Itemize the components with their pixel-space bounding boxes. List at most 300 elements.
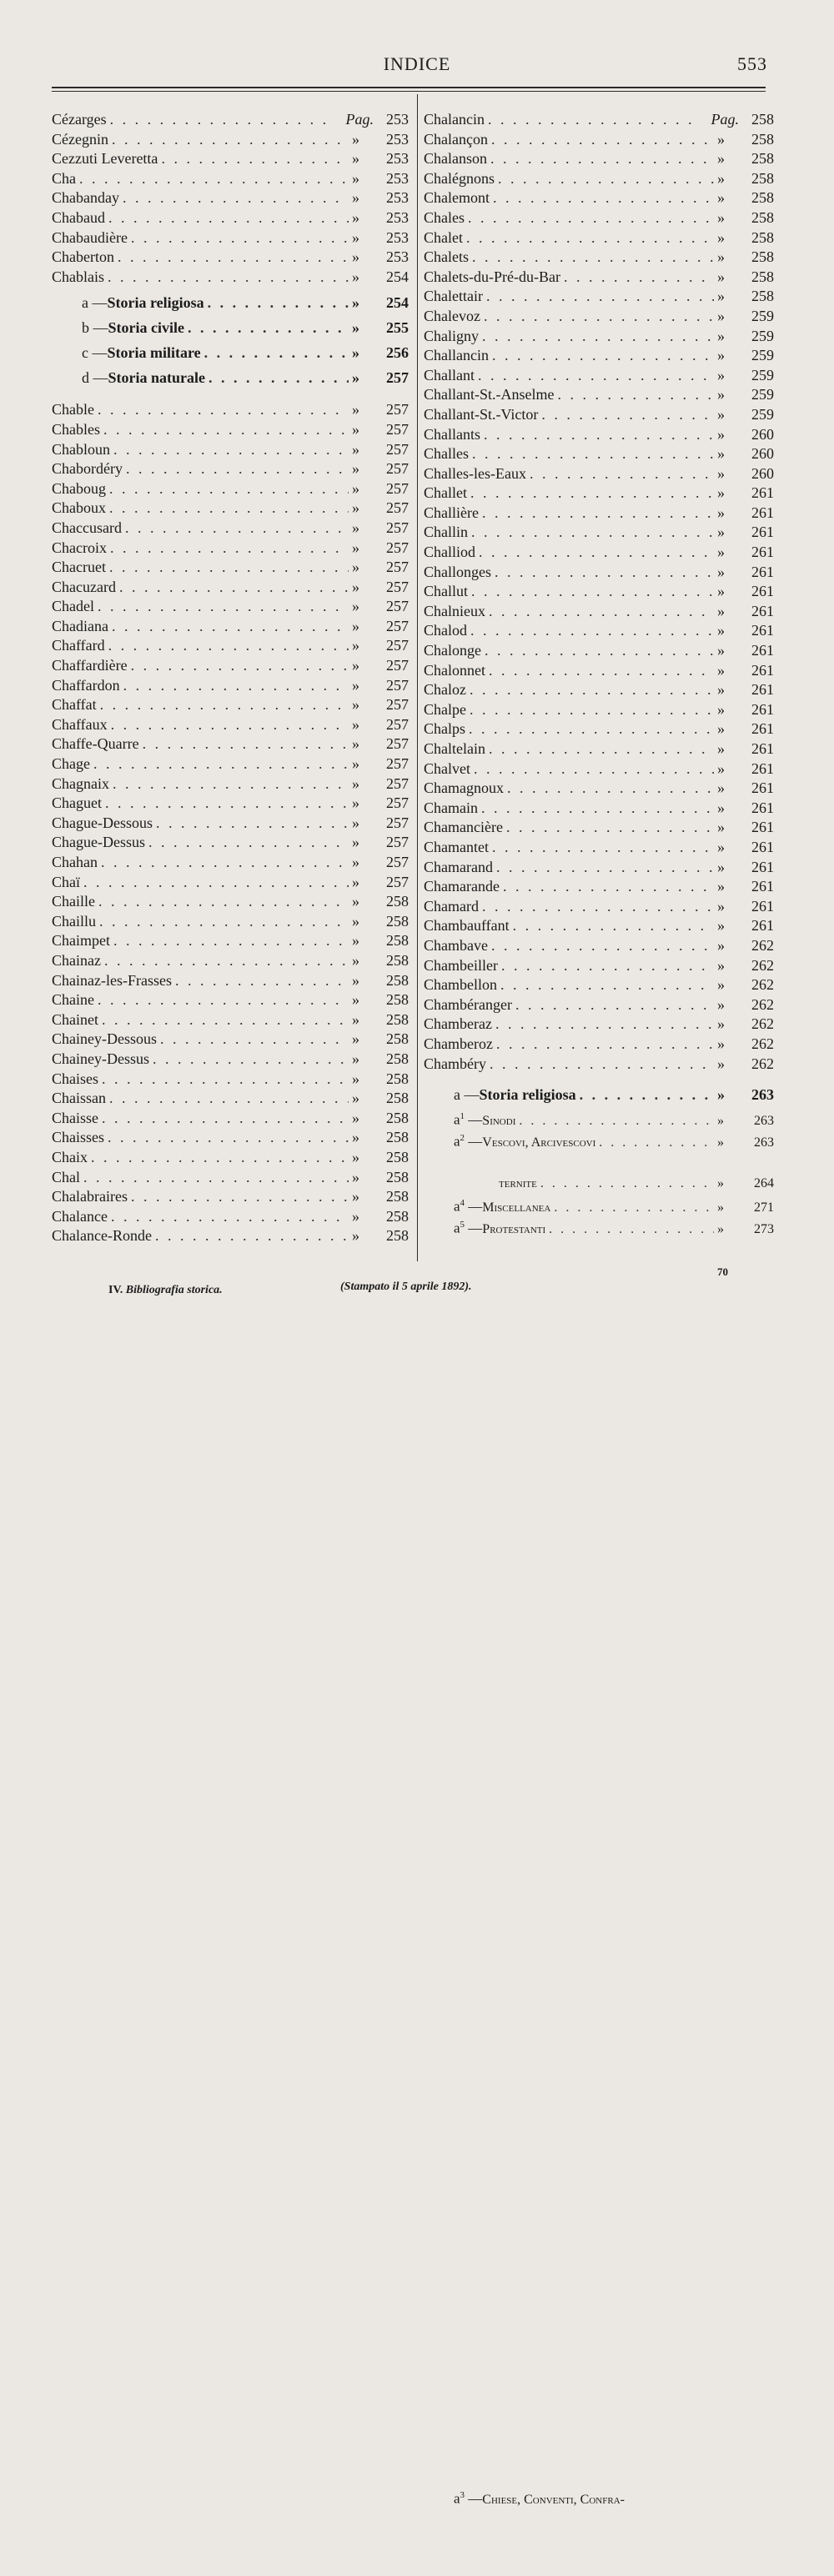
leader-dots xyxy=(98,991,349,1009)
ditto-mark: » xyxy=(352,854,359,870)
entry-page: 255 xyxy=(386,319,409,337)
leader-dots xyxy=(484,426,714,444)
ditto-mark: » xyxy=(717,602,725,619)
leader-dots xyxy=(204,344,349,362)
index-entry xyxy=(424,564,774,584)
entry-page: 258 xyxy=(751,268,774,285)
subsubsection-title: ternite xyxy=(499,1176,537,1191)
ditto-mark: » xyxy=(717,130,725,148)
leader-dots xyxy=(110,539,349,557)
index-entry xyxy=(424,268,774,288)
leader-dots xyxy=(479,544,714,561)
entry-name: Chaises xyxy=(52,1070,98,1087)
entry-page: 261 xyxy=(751,779,774,797)
leader-dots xyxy=(109,480,349,498)
entry-name: Chacruet xyxy=(52,559,106,576)
leader-dots xyxy=(482,898,714,915)
leader-dots xyxy=(108,209,349,227)
leader-dots xyxy=(83,1169,349,1186)
ditto-mark: » xyxy=(717,445,725,463)
ditto-mark: » xyxy=(352,319,359,337)
index-entry xyxy=(52,1030,409,1050)
entry-name: Chagnaix xyxy=(52,774,109,792)
index-entry xyxy=(52,1208,409,1228)
entry-page: 258 xyxy=(386,991,409,1009)
subsection-title: Storia civile xyxy=(108,319,184,337)
ditto-mark: » xyxy=(717,150,725,168)
index-entry xyxy=(52,480,409,500)
entry-page: 257 xyxy=(386,420,409,438)
entry-page: 257 xyxy=(386,637,409,654)
subsection-title: Storia militare xyxy=(107,344,201,362)
leader-dots xyxy=(466,229,714,247)
ditto-mark: » xyxy=(352,1148,359,1165)
index-entry xyxy=(52,893,409,913)
index-entry xyxy=(52,268,409,288)
entry-page: 261 xyxy=(751,878,774,895)
index-entry xyxy=(424,465,774,485)
ditto-mark: » xyxy=(352,208,359,226)
ditto-mark: » xyxy=(717,1135,724,1150)
index-entry xyxy=(424,1176,774,1198)
ditto-mark: » xyxy=(717,268,725,285)
entry-name: Challin xyxy=(424,524,468,541)
index-entry xyxy=(424,170,774,190)
ditto-mark: » xyxy=(717,878,725,895)
entry-page: 262 xyxy=(751,1015,774,1033)
ditto-mark: » xyxy=(717,189,725,207)
index-entry xyxy=(52,369,409,394)
leader-dots xyxy=(112,131,349,148)
entry-name: Challant-St.-Anselme xyxy=(424,386,555,403)
ditto-mark: » xyxy=(352,1070,359,1087)
entry-page: 257 xyxy=(386,755,409,773)
subsubsection-letter: $a^1$ — xyxy=(454,1111,483,1128)
leader-dots xyxy=(500,976,714,994)
index-entry xyxy=(424,996,774,1016)
entry-name: Chalégnons xyxy=(424,169,495,187)
ditto-mark: » xyxy=(717,1200,724,1215)
ditto-mark: » xyxy=(352,440,359,458)
index-entry xyxy=(52,248,409,268)
leader-dots xyxy=(118,248,349,266)
leader-dots xyxy=(503,878,714,895)
index-entry xyxy=(424,445,774,465)
index-entry xyxy=(52,991,409,1011)
index-entry xyxy=(424,1111,774,1133)
entry-page: 258 xyxy=(751,150,774,168)
entry-name: Chaffardière xyxy=(52,657,128,674)
leader-dots xyxy=(519,1114,714,1129)
entry-page: 257 xyxy=(386,657,409,674)
entry-name: Chague-Dessous xyxy=(52,814,153,831)
leader-dots xyxy=(491,131,714,148)
entry-page: 257 xyxy=(386,794,409,812)
entry-name: Chambeiller xyxy=(424,956,498,974)
entry-page: 258 xyxy=(386,893,409,910)
ditto-mark: » xyxy=(352,912,359,930)
entry-page: 257 xyxy=(386,499,409,517)
ditto-mark: » xyxy=(352,519,359,536)
leader-dots xyxy=(564,268,714,286)
entry-page: 257 xyxy=(386,676,409,694)
index-entry xyxy=(424,583,774,603)
leader-dots xyxy=(113,775,349,793)
subsection-letter: c — xyxy=(82,344,108,362)
leader-dots xyxy=(110,111,334,128)
leader-dots xyxy=(153,1050,349,1068)
ditto-mark: » xyxy=(352,932,359,950)
entry-page: 256 xyxy=(386,344,409,362)
subsubsection-index: 3 xyxy=(460,2490,465,2501)
entry-page: 257 xyxy=(386,369,409,387)
entry-page: 261 xyxy=(751,583,774,600)
entry-page: 261 xyxy=(751,642,774,659)
entry-page: 258 xyxy=(386,1109,409,1126)
entry-page: 253 xyxy=(386,248,409,266)
entry-name: Chaffard xyxy=(52,637,105,654)
leader-dots xyxy=(102,1110,349,1127)
entry-page: 261 xyxy=(751,858,774,875)
entry-page: 261 xyxy=(751,681,774,699)
index-entry xyxy=(424,740,774,760)
leader-dots xyxy=(515,996,714,1014)
leader-dots xyxy=(549,1222,714,1237)
entry-page: 258 xyxy=(386,1227,409,1245)
ditto-mark: » xyxy=(352,420,359,438)
entry-name: Cézegnin xyxy=(52,130,108,148)
entry-name: Chainet xyxy=(52,1010,98,1028)
entry-name: Chaix xyxy=(52,1148,88,1165)
entry-name: Chamard xyxy=(424,897,479,915)
entry-name: Chalance-Ronde xyxy=(52,1227,152,1245)
index-entry xyxy=(424,799,774,819)
entry-name: Chalonge xyxy=(424,642,481,659)
ditto-mark: » xyxy=(717,327,725,344)
page-title: INDICE xyxy=(383,53,451,74)
ditto-mark: » xyxy=(717,208,725,226)
entry-name: Chalonnet xyxy=(424,661,485,679)
print-date: (Stampato il 5 aprile 1892). xyxy=(340,1280,472,1293)
ditto-mark: » xyxy=(352,1168,359,1185)
entry-name: Challière xyxy=(424,504,479,521)
entry-name: Chaccusard xyxy=(52,519,122,536)
ditto-mark: » xyxy=(352,893,359,910)
entry-name: Chabloun xyxy=(52,440,110,458)
ditto-mark: » xyxy=(352,1207,359,1225)
subsection-letter: a — xyxy=(82,294,108,312)
ditto-mark: » xyxy=(352,696,359,714)
leader-dots xyxy=(101,854,349,871)
leader-dots xyxy=(108,637,349,654)
entry-name: Chamancière xyxy=(424,819,503,836)
ditto-mark: » xyxy=(717,563,725,580)
leader-dots xyxy=(492,347,714,364)
index-entry xyxy=(424,760,774,780)
entry-page: 258 xyxy=(386,1168,409,1185)
entry-name: Chalevoz xyxy=(424,307,480,324)
leader-dots xyxy=(109,1090,349,1107)
ditto-mark: » xyxy=(352,499,359,517)
leader-dots xyxy=(493,189,714,207)
index-entry xyxy=(424,859,774,879)
index-entry xyxy=(52,539,409,559)
index-entry xyxy=(424,229,774,249)
entry-page: 257 xyxy=(386,578,409,595)
entry-name: Chamarand xyxy=(424,858,493,875)
index-entry xyxy=(424,878,774,898)
ditto-mark: » xyxy=(352,578,359,595)
header-rule-thin xyxy=(52,91,766,92)
spacer xyxy=(424,1075,774,1086)
ditto-mark: » xyxy=(352,735,359,753)
ditto-mark: » xyxy=(717,819,725,836)
entry-page: 259 xyxy=(751,405,774,423)
entry-name: Challes-les-Eaux xyxy=(424,464,526,482)
ditto-mark: » xyxy=(717,1086,725,1104)
entry-page: 264 xyxy=(754,1176,774,1191)
entry-page: 257 xyxy=(386,854,409,870)
ditto-mark: » xyxy=(352,834,359,851)
leader-dots xyxy=(160,1030,349,1048)
leader-dots xyxy=(108,268,349,286)
ditto-mark: » xyxy=(352,637,359,654)
entry-name: Chalet xyxy=(424,228,463,246)
leader-dots xyxy=(109,499,349,517)
index-entry xyxy=(424,131,774,151)
ditto-mark: » xyxy=(717,622,725,639)
ditto-mark: » xyxy=(352,814,359,831)
entry-page: 259 xyxy=(751,327,774,344)
ditto-mark: » xyxy=(717,484,725,502)
index-entry xyxy=(52,854,409,874)
leader-dots xyxy=(103,421,349,439)
ditto-mark: » xyxy=(352,1227,359,1245)
index-entry xyxy=(52,460,409,480)
leader-dots xyxy=(208,369,349,387)
index-entry xyxy=(52,775,409,795)
entry-page: 258 xyxy=(386,951,409,969)
entry-page: 253 xyxy=(386,208,409,226)
leader-dots xyxy=(113,441,349,459)
index-entry xyxy=(424,976,774,996)
ditto-mark: » xyxy=(717,425,725,443)
index-entry xyxy=(52,1070,409,1090)
entry-name: Chales xyxy=(424,208,465,226)
entry-name: Chaissan xyxy=(52,1090,106,1107)
leader-dots xyxy=(470,681,714,699)
leader-dots xyxy=(91,1149,349,1166)
leader-dots xyxy=(112,618,349,635)
entry-page: 257 xyxy=(386,715,409,733)
index-entry xyxy=(52,229,409,249)
index-entry xyxy=(52,1011,409,1031)
index-entry xyxy=(52,344,409,369)
ditto-mark: » xyxy=(352,971,359,989)
leader-dots xyxy=(98,401,349,418)
leader-dots xyxy=(471,524,714,541)
entry-name: Chamarande xyxy=(424,878,500,895)
entry-name: Chaffaux xyxy=(52,715,108,733)
leader-dots xyxy=(155,1227,349,1245)
ditto-mark: » xyxy=(352,344,359,362)
entry-page: 253 xyxy=(386,169,409,187)
index-entry xyxy=(52,1050,409,1070)
leader-dots xyxy=(472,445,714,463)
leader-dots xyxy=(188,319,349,337)
entry-page: 260 xyxy=(751,445,774,463)
entry-name: Chainaz-les-Frasses xyxy=(52,971,172,989)
subsubsection-letter: $a^2$ — xyxy=(454,1133,483,1150)
leader-dots xyxy=(126,460,349,478)
ditto-mark: » xyxy=(352,657,359,674)
subsubsection-letter: $a^5$ — xyxy=(454,1220,483,1236)
entry-name: Chaltelain xyxy=(424,740,485,757)
entry-name: Chalets xyxy=(424,248,469,266)
entry-page: 259 xyxy=(751,307,774,324)
leader-dots xyxy=(99,913,349,930)
leader-dots xyxy=(488,111,699,128)
leader-dots xyxy=(98,598,349,615)
ditto-mark: » xyxy=(352,617,359,634)
index-entry xyxy=(52,499,409,519)
index-entry xyxy=(424,484,774,504)
entry-name: Cezzuti Leveretta xyxy=(52,150,158,168)
entry-page: 257 xyxy=(386,539,409,556)
ditto-mark: » xyxy=(352,401,359,418)
entry-name: Chaffat xyxy=(52,696,97,714)
entry-name: Challant-St.-Victor xyxy=(424,405,539,423)
entry-page: 263 xyxy=(754,1113,774,1128)
ditto-mark: » xyxy=(717,583,725,600)
index-entry xyxy=(424,917,774,937)
entry-name: Chainey-Dessous xyxy=(52,1030,157,1048)
entry-page: 257 xyxy=(386,696,409,714)
entry-name: Challiod xyxy=(424,544,475,561)
entry-name: Chalpe xyxy=(424,700,466,718)
ditto-mark: » xyxy=(717,936,725,954)
ditto-mark: » xyxy=(717,681,725,699)
spacer xyxy=(52,288,409,294)
entry-name: Chabaudière xyxy=(52,228,128,246)
entry-name: Chadel xyxy=(52,598,94,615)
leader-dots xyxy=(119,579,349,596)
leader-dots xyxy=(478,367,714,384)
entry-name: Chambéranger xyxy=(424,995,512,1013)
ditto-mark: » xyxy=(352,1050,359,1067)
ditto-mark: » xyxy=(352,1010,359,1028)
subsection-letter: d — xyxy=(82,369,108,387)
entry-name: Chambéry xyxy=(424,1055,486,1072)
entry-page: 257 xyxy=(386,814,409,831)
leader-dots xyxy=(125,519,349,537)
ditto-mark: » xyxy=(352,794,359,812)
footer-volume xyxy=(108,1284,223,1297)
entry-page: 258 xyxy=(751,189,774,207)
leader-dots xyxy=(495,1015,714,1033)
entry-page: 260 xyxy=(751,425,774,443)
index-entry xyxy=(424,662,774,682)
index-entry xyxy=(424,622,774,642)
ditto-mark: » xyxy=(352,1188,359,1205)
leader-dots xyxy=(156,814,349,832)
subsection-title: Storia naturale xyxy=(108,369,205,387)
left-column xyxy=(52,111,409,1247)
entry-name: Challut xyxy=(424,583,468,600)
column-divider xyxy=(417,94,418,1261)
entry-page: 260 xyxy=(751,464,774,482)
leader-dots xyxy=(489,662,714,679)
header-rule xyxy=(52,87,766,88)
entry-name: Chalabraires xyxy=(52,1188,128,1205)
entry-name: Chaffe-Quarre xyxy=(52,735,139,753)
entry-page: 258 xyxy=(751,248,774,266)
ditto-mark: » xyxy=(352,873,359,890)
ditto-mark: » xyxy=(352,951,359,969)
index-entry xyxy=(52,1188,409,1208)
entry-page: 257 xyxy=(386,559,409,576)
subsubsection-title: Chiese, Conventi, Confra- xyxy=(482,2493,625,2508)
entry-page: 258 xyxy=(751,288,774,305)
subsubsection-letter: $a^4$ — xyxy=(454,1198,483,1215)
entry-page: 258 xyxy=(386,912,409,930)
entry-name: Chaillu xyxy=(52,912,96,930)
leader-dots xyxy=(83,874,349,891)
ditto-mark: » xyxy=(717,544,725,561)
ditto-mark: » xyxy=(352,559,359,576)
index-entry xyxy=(52,637,409,657)
ditto-mark: » xyxy=(717,1035,725,1052)
leader-dots xyxy=(557,386,714,403)
index-entry xyxy=(52,1227,409,1247)
subsubsection-title: Protestanti xyxy=(482,1221,546,1236)
index-entry xyxy=(424,720,774,740)
leader-dots xyxy=(506,819,714,836)
index-entry xyxy=(424,406,774,426)
entry-name: Chabaud xyxy=(52,208,105,226)
ditto-mark: » xyxy=(717,779,725,797)
entry-page: 257 xyxy=(386,401,409,418)
ditto-mark: » xyxy=(352,369,359,387)
leader-dots xyxy=(540,1176,714,1191)
ditto-mark: » xyxy=(717,976,725,994)
ditto-mark: » xyxy=(352,248,359,266)
leader-dots xyxy=(100,696,349,714)
entry-name: Chague-Dessus xyxy=(52,834,145,851)
leader-dots xyxy=(98,893,349,910)
leader-dots xyxy=(492,839,714,856)
entry-page: 257 xyxy=(386,440,409,458)
leader-dots xyxy=(105,794,349,812)
leader-dots xyxy=(470,622,714,639)
subsubsection-letter: $a^3$ — xyxy=(454,2490,483,2508)
leader-dots xyxy=(474,760,714,778)
ditto-mark: » xyxy=(352,715,359,733)
entry-page: 261 xyxy=(751,897,774,915)
leader-dots xyxy=(498,170,714,188)
subsection-letter: b — xyxy=(82,319,108,337)
entry-page: 261 xyxy=(751,740,774,757)
index-entry xyxy=(52,209,409,229)
entry-page: 253 xyxy=(386,150,409,168)
entry-name: Chamberaz xyxy=(424,1015,492,1033)
ditto-mark: » xyxy=(717,347,725,364)
leader-dots xyxy=(489,603,714,620)
entry-page: 263 xyxy=(751,1086,774,1104)
entry-page: 257 xyxy=(386,519,409,536)
entry-page: 262 xyxy=(751,936,774,954)
index-entry xyxy=(424,779,774,799)
